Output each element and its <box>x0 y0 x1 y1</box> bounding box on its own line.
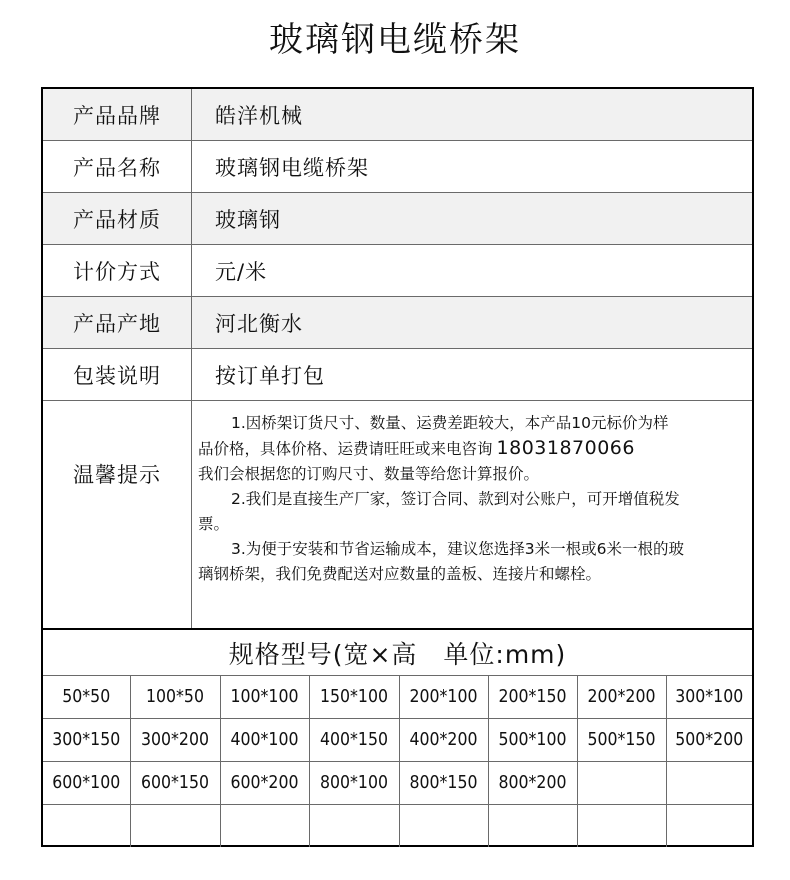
spec-cell <box>43 805 130 848</box>
info-row-pricing <box>43 245 752 297</box>
spec-cell: 300*150 <box>43 719 130 762</box>
info-row-origin <box>43 297 752 349</box>
spec-cell: 500*100 <box>488 719 577 762</box>
spec-cell: 400*100 <box>220 719 309 762</box>
info-value: 河北衡水 <box>215 311 303 336</box>
info-label: 包装说明 <box>43 349 192 400</box>
spec-cell: 600*150 <box>130 762 220 805</box>
spec-cell <box>220 805 309 848</box>
tips-line: 我们会根据您的订购尺寸、数量等给您计算报价。 <box>198 465 540 483</box>
tips-line: 2.我们是直接生产厂家，签订合同、款到对公账户，可开增值税发 <box>231 490 680 508</box>
spec-cell: 200*150 <box>488 676 577 719</box>
spec-cell: 50*50 <box>43 676 130 719</box>
info-label: 产品名称 <box>43 141 192 192</box>
tips-text <box>192 401 752 628</box>
spec-cell <box>666 762 752 805</box>
spec-cell: 500*150 <box>577 719 666 762</box>
spec-cell: 500*200 <box>666 719 752 762</box>
spec-cell: 800*150 <box>399 762 488 805</box>
spec-cell: 800*200 <box>488 762 577 805</box>
phone-number: 18031870066 <box>496 437 635 459</box>
spec-cell: 200*200 <box>577 676 666 719</box>
spec-cell: 300*200 <box>130 719 220 762</box>
info-row-brand <box>43 89 752 141</box>
spec-cell <box>130 805 220 848</box>
spec-sheet-table <box>41 87 754 847</box>
info-label: 温馨提示 <box>43 401 192 628</box>
spec-cell: 400*200 <box>399 719 488 762</box>
info-row-material <box>43 193 752 245</box>
info-row-tips <box>43 401 752 628</box>
info-label: 产品品牌 <box>43 89 192 140</box>
tips-line: 票。 <box>198 515 230 533</box>
info-label: 产品材质 <box>43 193 192 244</box>
spec-cell: 600*200 <box>220 762 309 805</box>
tips-line-text: 品价格，具体价格、运费请旺旺或来电咨询 <box>198 440 493 458</box>
spec-cell: 400*150 <box>309 719 399 762</box>
spec-row <box>43 676 752 719</box>
page-title: 玻璃钢电缆桥架 <box>269 20 521 60</box>
info-row-packaging <box>43 349 752 401</box>
spec-row <box>43 762 752 805</box>
info-value: 皓洋机械 <box>215 103 303 128</box>
spec-cell: 100*100 <box>220 676 309 719</box>
spec-cell <box>309 805 399 848</box>
info-label: 产品产地 <box>43 297 192 348</box>
info-value: 按订单打包 <box>215 363 325 388</box>
spec-row <box>43 805 752 848</box>
spec-cell: 800*100 <box>309 762 399 805</box>
spec-grid <box>43 676 752 847</box>
spec-cell: 100*50 <box>130 676 220 719</box>
info-value: 玻璃钢电缆桥架 <box>215 155 369 180</box>
spec-cell <box>577 805 666 848</box>
tips-line: 3.为便于安装和节省运输成本，建议您选择3米一根或6米一根的玻 <box>231 540 685 558</box>
spec-cell: 200*100 <box>399 676 488 719</box>
info-label: 计价方式 <box>43 245 192 296</box>
spec-cell <box>666 805 752 848</box>
info-value: 元/米 <box>215 259 268 284</box>
spec-cell: 150*100 <box>309 676 399 719</box>
info-row-name <box>43 141 752 193</box>
tips-line: 1.因桥架订货尺寸、数量、运费差距较大，本产品10元标价为样 <box>231 414 669 432</box>
info-value: 玻璃钢 <box>215 207 281 232</box>
tips-line <box>198 436 746 462</box>
spec-cell: 600*100 <box>43 762 130 805</box>
spec-cell <box>488 805 577 848</box>
spec-row <box>43 719 752 762</box>
tips-line: 璃钢桥架，我们免费配送对应数量的盖板、连接片和螺栓。 <box>198 565 602 583</box>
spec-cell: 300*100 <box>666 676 752 719</box>
spec-cell <box>577 762 666 805</box>
spec-cell <box>399 805 488 848</box>
spec-header: 规格型号(宽×高 单位:mm) <box>43 628 752 676</box>
